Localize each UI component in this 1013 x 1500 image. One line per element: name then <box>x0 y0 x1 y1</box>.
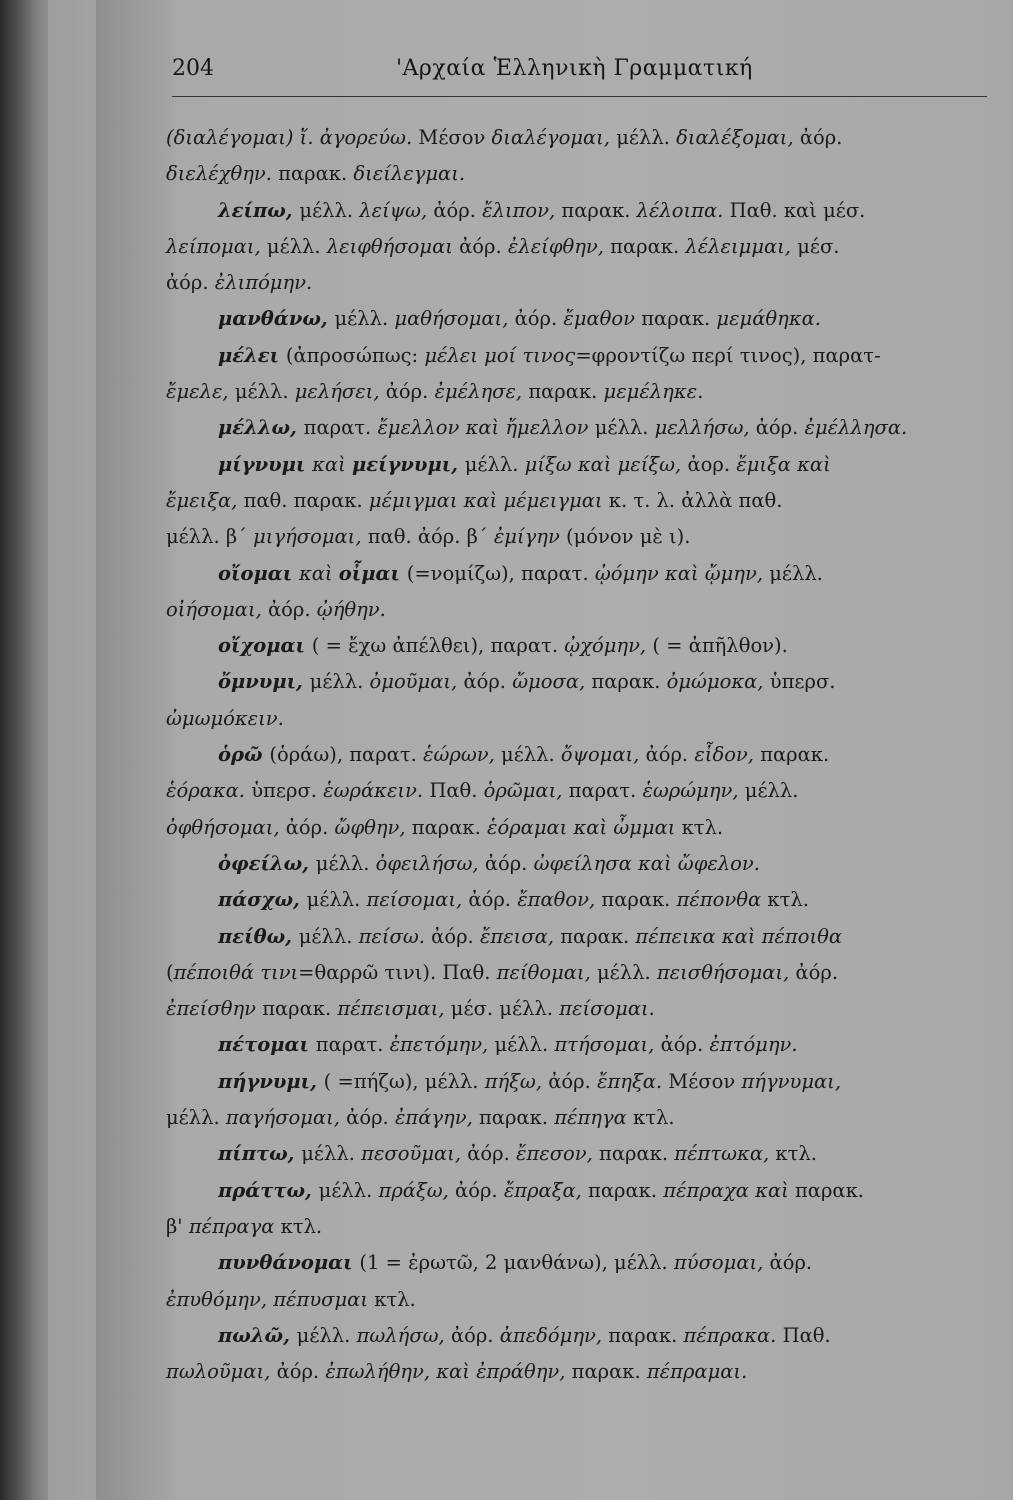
text-run: παρακ. <box>571 1360 647 1384</box>
text-run: διείλεγμαι. <box>353 162 466 186</box>
text-run: ᾠήθην. <box>316 597 386 621</box>
text-run: ἀόρ. <box>431 924 480 948</box>
text-run: μιγήσομαι, <box>253 525 368 549</box>
headword: μέλει <box>218 343 286 367</box>
text-line <box>166 1136 996 1172</box>
text-run: ἀόρ. <box>484 851 534 875</box>
text-run: διαλέξομαι, <box>676 126 800 149</box>
text-run: πεσοῦμαι, <box>361 1142 468 1166</box>
text-run: καὶ <box>797 452 831 476</box>
text-run: ἐμίγην <box>493 525 567 549</box>
text-run: κτλ. <box>280 1214 323 1238</box>
text-run: μέλλ. <box>501 743 561 767</box>
text-run: κτλ. <box>374 1287 416 1311</box>
text-run: πύσομαι, <box>673 1251 770 1275</box>
text-line <box>166 991 996 1027</box>
body-text <box>166 120 996 1390</box>
text-run: πωλήσω, <box>356 1323 451 1347</box>
text-line <box>166 773 996 809</box>
text-run: ἑόρακα. <box>166 779 252 803</box>
text-run: λέλοιπα. <box>636 198 730 222</box>
text-line <box>166 664 996 700</box>
page-header <box>172 52 987 97</box>
text-run: Παθ. <box>782 1323 831 1347</box>
text-run: ἀόρ. <box>455 1178 504 1202</box>
text-run: παρακ. <box>262 997 338 1021</box>
text-run: πέπτωκα, <box>674 1142 776 1166</box>
text-line <box>166 1354 996 1390</box>
text-run: =θαρρῶ τινι). Παθ. <box>298 960 497 984</box>
text-run: ἑωρώμην, <box>642 779 745 803</box>
headword: πυνθάνομαι <box>218 1251 360 1275</box>
text-run: ἀόρ. <box>795 960 839 984</box>
text-run: ἐπράθην, <box>476 1360 572 1384</box>
text-run: καὶ <box>573 815 614 839</box>
text-run: παρακ. <box>591 670 667 694</box>
text-run: μέλλ. <box>744 779 799 803</box>
text-run: μέλλ. <box>315 851 376 875</box>
text-run: κτλ. <box>681 815 724 839</box>
text-run: =φροντίζω περί τινος), παρατ- <box>575 343 881 367</box>
text-run: μέλλ. <box>596 960 657 984</box>
text-run: ἀόρ. <box>268 597 317 621</box>
text-line <box>166 1173 996 1209</box>
text-line <box>166 919 996 955</box>
text-run: παρακ. <box>760 743 830 767</box>
text-run: ἀόρ. <box>514 307 564 331</box>
text-run: ἀόρ. <box>463 670 513 694</box>
text-run: ἐμέλλησα. <box>804 416 908 440</box>
text-run: ( = ἀπῆλθον). <box>652 634 788 658</box>
text-line <box>166 810 996 846</box>
text-run: ἔπεσον, <box>516 1142 600 1166</box>
text-run: ἔπαθον, <box>517 888 602 912</box>
text-run: παρακ. <box>794 1178 864 1202</box>
text-run: πέπραχα <box>663 1178 756 1202</box>
text-run: μέλλ. <box>494 1033 555 1057</box>
text-line <box>166 955 996 991</box>
text-run: ἀόρ. <box>346 1106 395 1130</box>
text-run: μέλλ. <box>166 1106 226 1130</box>
headword: μανθάνω, <box>218 307 335 331</box>
text-run: ᾤμην, <box>704 561 770 585</box>
text-run: παρακ. <box>588 1178 664 1202</box>
text-run: παρακ. <box>641 307 717 331</box>
text-run: μέλλ. <box>769 561 823 585</box>
text-run: μέλλ. <box>616 126 677 149</box>
text-run: ἀόρ. <box>467 1142 516 1166</box>
text-run: ὁρῶμαι, <box>483 779 569 803</box>
headword: λείπω, <box>218 198 300 222</box>
text-run: ἐπάγην, <box>394 1106 479 1130</box>
text-run: ἀόρ. <box>755 416 805 440</box>
text-line <box>166 156 996 192</box>
text-run: ἑώρων, <box>423 743 502 767</box>
text-run: πέπραγα <box>188 1214 281 1238</box>
headword: πίπτω, <box>218 1142 302 1166</box>
text-run: ἔπηξα. <box>597 1069 669 1093</box>
text-run: λείπομαι, <box>166 234 267 258</box>
text-run: ἐπυθόμην, <box>166 1287 274 1311</box>
text-run: β' <box>166 1214 189 1238</box>
text-run: κ. τ. λ. ἀλλὰ παθ. <box>608 488 783 512</box>
text-run: ὑπερσ. <box>251 779 324 803</box>
text-run: ἀόρ. <box>799 126 843 149</box>
text-run: πείσομαι, <box>366 888 469 912</box>
headword: πήγνυμι, <box>218 1069 324 1093</box>
text-run: ἔμειξα, <box>166 488 244 512</box>
text-run: εἶδον, <box>694 743 761 767</box>
text-run: μέλλ. <box>306 888 367 912</box>
text-run: πείθομαι, <box>496 960 597 984</box>
text-run: (=νομίζω), παρατ. <box>406 561 595 585</box>
text-run: ἑωράκειν. <box>323 779 430 803</box>
text-run: πράξω, <box>378 1178 456 1202</box>
text-run: πέπονθα <box>676 888 768 912</box>
text-run: παθ. παρακ. <box>243 488 369 512</box>
text-run: μέλλ. <box>334 307 395 331</box>
text-run: ἀόρ. <box>769 1251 813 1275</box>
text-run: παρατ. <box>315 1033 390 1057</box>
text-run: μέσ. <box>797 234 840 258</box>
text-run: μέλλ. β΄ <box>166 525 254 549</box>
text-run: ( <box>166 960 174 984</box>
text-run: παρακ. <box>601 888 677 912</box>
text-run: καὶ <box>577 452 618 476</box>
text-run: ὀφειλήσω, <box>375 851 485 875</box>
text-run: μέλει μοί τινος <box>424 343 576 367</box>
text-run: καὶ <box>721 924 762 948</box>
text-run: ὠμωμόκειν. <box>166 706 284 730</box>
text-run: μέλλ. <box>266 234 327 258</box>
text-run: ἐλείφθην, <box>507 234 611 258</box>
text-run: Μέσον <box>418 126 492 149</box>
text-line <box>166 447 996 483</box>
text-line <box>166 592 996 628</box>
text-run: παθ. ἀόρ. β΄ <box>367 525 494 549</box>
text-run: μέλλ. <box>318 1178 379 1202</box>
text-run: μελλήσω, <box>654 416 756 440</box>
headword: ὀφείλω, <box>218 851 316 875</box>
text-line <box>166 1282 996 1318</box>
text-run: καὶ <box>312 452 352 476</box>
text-run: ὀμώμοκα, <box>666 670 770 694</box>
text-run: ἐπείσθην <box>166 997 263 1021</box>
text-run: ἀόρ. <box>276 1360 326 1384</box>
text-run: πείσομαι. <box>559 997 655 1021</box>
text-line <box>166 556 996 592</box>
headword: οἶμαι <box>338 561 407 585</box>
text-run: ( =πήζω), μέλλ. <box>323 1069 485 1093</box>
text-run: οἰήσομαι, <box>166 597 269 621</box>
text-run: ἀόρ. <box>468 888 518 912</box>
book-spine-shadow <box>0 0 48 1500</box>
text-run: ὠφείλησα <box>533 851 638 875</box>
text-run: ἀόρ. <box>450 1323 500 1347</box>
text-run: (ἀπροσώπως: <box>285 343 425 367</box>
text-line <box>166 1245 996 1281</box>
text-run: πέπρακα. <box>683 1323 783 1347</box>
text-run: καὶ <box>465 416 506 440</box>
text-line <box>166 338 996 374</box>
running-title: 'Αρχαία Ἑλληνικὴ Γραμματική <box>396 56 753 81</box>
text-run: ἐπωλήθην, <box>325 1360 437 1384</box>
text-run: ὤφθην, <box>334 815 412 839</box>
text-run: κτλ. <box>767 888 809 912</box>
headword: πείθω, <box>218 924 299 948</box>
text-run: παρακ. <box>561 198 637 222</box>
text-run: λέλειμμαι, <box>685 234 798 258</box>
text-run: ἀόρ. <box>433 198 483 222</box>
text-run: πέπεισμαι, <box>337 997 451 1021</box>
text-run: λείψω, <box>359 198 434 222</box>
text-line <box>166 628 996 664</box>
text-line <box>166 265 996 301</box>
text-run: ἐπετόμην, <box>389 1033 495 1057</box>
text-run: καὶ <box>664 561 705 585</box>
text-run: διελέχθην. <box>166 162 279 186</box>
text-run: πέπραμαι. <box>646 1360 748 1384</box>
text-run: ἀορ. <box>687 452 737 476</box>
text-run: πεισθήσομαι, <box>656 960 796 984</box>
text-run: (διαλέγομαι) ἴ. ἀγορεύω. <box>166 126 419 149</box>
text-run: μαθήσομαι, <box>394 307 515 331</box>
text-run: πήξω, <box>484 1069 549 1093</box>
text-line <box>166 229 996 265</box>
text-run: ἐπτόμην. <box>709 1033 798 1057</box>
text-line <box>166 737 996 773</box>
text-run: παρακ. <box>610 234 686 258</box>
text-run: μέσ. μέλλ. <box>450 997 560 1021</box>
text-run: μέλλ. <box>298 924 359 948</box>
text-run: πέποιθα <box>761 924 842 948</box>
text-run: λειφθήσομαι <box>326 234 460 258</box>
text-run: μέλλ. <box>234 380 295 404</box>
text-run: μέλλ. <box>301 1142 362 1166</box>
headword: μέλλω, <box>218 416 304 440</box>
text-run: ἔπεισα, <box>479 924 561 948</box>
text-run: πωλοῦμαι, <box>166 1360 277 1384</box>
headword: μίγνυμι <box>218 452 313 476</box>
text-run: ἀόρ. <box>166 271 215 295</box>
text-run: ( = ἔχω ἀπέλθει), παρατ. <box>311 634 565 658</box>
text-line <box>166 882 996 918</box>
text-run: μέμειγμαι <box>503 488 609 512</box>
text-run: Παθ. <box>429 779 484 803</box>
text-run: ἔμιξα <box>736 452 798 476</box>
text-run: ἔπραξα, <box>503 1178 589 1202</box>
text-line <box>166 701 996 737</box>
text-run: μίξω <box>524 452 578 476</box>
text-run: παρακ. <box>608 1323 684 1347</box>
text-run: μέλλ. <box>299 198 360 222</box>
text-run: παρακ. <box>278 162 354 186</box>
text-run: πήγνυμαι, <box>741 1069 842 1093</box>
text-run: παρακ. <box>411 815 487 839</box>
text-run: ἀόρ. <box>660 1033 710 1057</box>
text-line <box>166 374 996 410</box>
text-line <box>166 120 996 156</box>
text-line <box>166 519 996 555</box>
text-line <box>166 1064 996 1100</box>
text-run: ἀόρ. <box>548 1069 598 1093</box>
text-run: πείσω. <box>358 924 432 948</box>
text-run: μέλλ. <box>594 416 655 440</box>
text-run: ἐλιπόμην. <box>214 271 313 295</box>
text-line <box>166 1100 996 1136</box>
text-run: ἔμελλον <box>377 416 466 440</box>
headword: πάσχω, <box>218 888 307 912</box>
text-run: καὶ <box>463 488 504 512</box>
text-run: ἔμαθον <box>563 307 642 331</box>
text-line <box>166 846 996 882</box>
text-run: πέποιθά τινι <box>173 960 299 984</box>
text-run: ἀόρ. <box>459 234 508 258</box>
text-run: ἐμέλησε, <box>434 380 529 404</box>
text-run: παρατ. <box>303 416 378 440</box>
text-run: ᾠόμην <box>594 561 665 585</box>
text-run: καὶ <box>637 851 678 875</box>
text-run: ὤφελον. <box>677 851 760 875</box>
headword: πράττω, <box>218 1178 319 1202</box>
text-run: κτλ. <box>633 1106 675 1130</box>
text-line <box>166 483 996 519</box>
text-run: ἀόρ. <box>285 815 335 839</box>
text-run: παγήσομαι, <box>225 1106 347 1130</box>
page-gutter <box>96 0 176 1500</box>
text-run: ἀόρ. <box>645 743 695 767</box>
text-run: πτήσομαι, <box>554 1033 661 1057</box>
headword: οἴχομαι <box>218 634 312 658</box>
text-run: μείξω, <box>617 452 688 476</box>
text-run: ὄψομαι, <box>560 743 646 767</box>
headword: οἴομαι <box>218 561 299 585</box>
text-run: (1 = ἐρωτῶ, 2 μανθάνω), μέλλ. <box>359 1251 674 1275</box>
text-run: ἤμελλον <box>505 416 595 440</box>
text-run: μέμιγμαι <box>368 488 464 512</box>
text-run: ἔλιπον, <box>482 198 562 222</box>
text-run: πέπεικα <box>635 924 722 948</box>
text-line <box>166 1209 996 1245</box>
text-run: μελήσει, <box>294 380 386 404</box>
text-run: μεμέληκε. <box>603 380 704 404</box>
text-run: παρακ. <box>599 1142 675 1166</box>
text-run: πέπηγα <box>554 1106 633 1130</box>
headword: πέτομαι <box>218 1033 316 1057</box>
text-run: ἀπεδόμην, <box>499 1323 609 1347</box>
text-run: ἀόρ. <box>385 380 435 404</box>
text-run: (μόνον μὲ ι). <box>566 525 691 549</box>
headword: πωλῶ, <box>218 1323 297 1347</box>
text-line <box>166 1318 996 1354</box>
text-run: ὑπερσ. <box>769 670 836 694</box>
text-run: ᾠχόμην, <box>564 634 653 658</box>
text-line <box>166 1027 996 1063</box>
headword: ὄμνυμι, <box>218 670 310 694</box>
text-run: Μέσον <box>668 1069 742 1093</box>
text-run: παρατ. <box>568 779 643 803</box>
text-run: καὶ <box>755 1178 795 1202</box>
text-run: ὀφθήσομαι, <box>166 815 286 839</box>
text-line <box>166 410 996 446</box>
text-run: Παθ. καὶ μέσ. <box>729 198 866 222</box>
text-run: παρακ. <box>560 924 636 948</box>
text-run: ὀμοῦμαι, <box>369 670 464 694</box>
text-run: ἑόραμαι <box>486 815 574 839</box>
headword: ὁρῶ <box>218 743 270 767</box>
text-run: παρακ. <box>478 1106 555 1130</box>
text-run: μέλλ. <box>296 1323 357 1347</box>
text-run: ὤμοσα, <box>512 670 592 694</box>
text-run: (ὁράω), παρατ. <box>269 743 424 767</box>
headword: μείγνυμι, <box>351 452 465 476</box>
text-run: μέλλ. <box>464 452 525 476</box>
page-number: 204 <box>172 56 214 81</box>
text-line <box>166 301 996 337</box>
text-line <box>166 193 996 229</box>
text-run: κτλ. <box>775 1142 817 1166</box>
text-run: ὦμμαι <box>613 815 682 839</box>
text-run: καὶ <box>298 561 339 585</box>
text-run: πέπυσμαι <box>273 1287 375 1311</box>
text-run: μεμάθηκα. <box>716 307 821 331</box>
text-run: μέλλ. <box>309 670 370 694</box>
text-run: παρακ. <box>528 380 604 404</box>
text-run: καὶ <box>436 1360 477 1384</box>
text-run: διαλέγομαι, <box>491 126 617 149</box>
text-run: ἔμελε, <box>166 380 235 404</box>
